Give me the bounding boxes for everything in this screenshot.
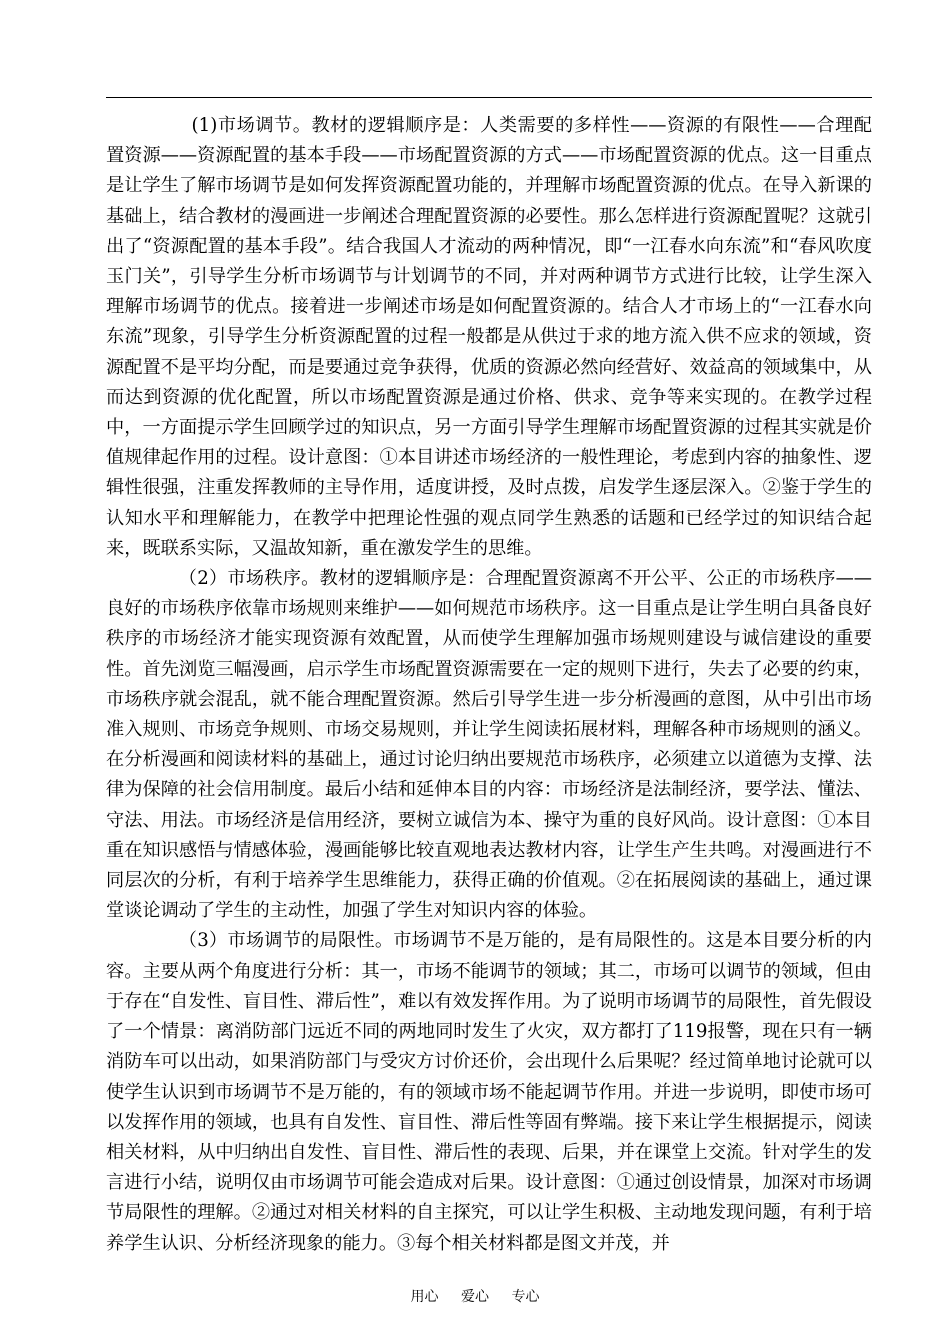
page-footer xyxy=(0,1286,950,1306)
paragraph-market-limitations: （3）市场调节的局限性。市场调节不是万能的，是有局限性的。这是本目要分析的内容。主要从两个角度进行分析：其一，市场不能调节的领域；其二，市场可以调节的领域，但由于存在“自发性、盲目性、滞后性”，难以有效发挥作用。为了说明市场调节的局限性，首先假设了一个情景：离消防部门远近不同的两地同时发生了火灾，双方都打了119报警，现在只有一辆消防车可以出动，如果消防部门与受灾方讨价还价，会出现什么后果呢？经过简单地讨论就可以使学生认识到市场调节不是万能的，有的领域市场不能起调节作用。并进一步说明，即使市场可以发挥作用的领域，也具有自发性、盲目性、滞后性等固有弊端。接下来让学生根据提示，阅读相关材料，从中归纳出自发性、盲目性、滞后性的表现、后果，并在课堂上交流。针对学生的发言进行小结，说明仅由市场调节可能会造成对后果。设计意图：①通过创设情景，加深对市场调节局限性的理解。②通过对相关材料的自主探究，可以让学生积极、主动地发现问题，有利于培养学生认识、分析经济现象的能力。③每个相关材料都是图文并茂，并 xyxy=(106,930,872,1254)
footer-word-2: 爱心 xyxy=(461,1289,489,1305)
document-body xyxy=(106,111,872,1259)
footer-word-1: 用心 xyxy=(410,1289,439,1305)
paragraph-market-order: （2）市场秩序。教材的逻辑顺序是：合理配置资源离不开公平、公正的市场秩序——良好的市场秩序依靠市场规则来维护——如何规范市场秩序。这一目重点是让学生明白具备良好秩序的市场经济才能实现资源有效配置，从而使学生理解加强市场规则建设与诚信建设的重要性。首先浏览三幅漫画，启示学生市场配置资源需要在一定的规则下进行，失去了必要的约束，市场秩序就会混乱，就不能合理配置资源。然后引导学生进一步分析漫画的意图，从中引出市场准入规则、市场竞争规则、市场交易规则，并让学生阅读拓展材料，理解各种市场规则的涵义。在分析漫画和阅读材料的基础上，通过讨论归纳出要规范市场秩序，必须建立以道德为支撑、法律为保障的社会信用制度。最后小结和延伸本目的内容：市场经济是法制经济，要学法、懂法、守法、用法。市场经济是信用经济，要树立诚信为本、操守为重的良好风尚。设计意图：①本目重在知识感悟与情感体验，漫画能够比较直观地表达教材内容，让学生产生共鸣。对漫画进行不同层次的分析，有利于培养学生思维能力，获得正确的价值观。②在拓展阅读的基础上，通过课堂谈论调动了学生的主动性，加强了学生对知识内容的体验。 xyxy=(106,568,872,922)
header-rule xyxy=(106,97,872,98)
footer-word-3: 专心 xyxy=(511,1289,540,1305)
paragraph-market-regulation: (1)市场调节。教材的逻辑顺序是：人类需要的多样性——资源的有限性——合理配置资源——资源配置的基本手段——市场配置资源的方式——市场配置资源的优点。这一目重点是让学生了解市场调节是如何发挥资源配置功能的，并理解市场配置资源的优点。在导入新课的基础上，结合教材的漫画进一步阐述合理配置资源的必要性。那么怎样进行资源配置呢？这就引出了“资源配置的基本手段”。结合我国人才流动的两种情况，即“一江春水向东流”和“春风吹度玉门关”，引导学生分析市场调节与计划调节的不同，并对两种调节方式进行比较，让学生深入理解市场调节的优点。接着进一步阐述市场是如何配置资源的。结合人才市场上的“一江春水向东流”现象，引导学生分析资源配置的过程一般都是从供过于求的地方流入供不应求的领域，资源配置不是平均分配，而是要通过竞争获得，优质的资源必然向经营好、效益高的领域集中，从而达到资源的优化配置，所以市场配置资源是通过价格、供求、竞争等来实现的。在教学过程中，一方面提示学生回顾学过的知识点，另一方面引导学生理解市场配置资源的过程其实就是价值规律起作用的过程。设计意图：①本目讲述市场经济的一般性理论，考虑到内容的抽象性、逻辑性很强，注重发挥教师的主导作用，适度讲授，及时点拨，启发学生逐层深入。②鉴于学生的认知水平和理解能力，在教学中把理论性强的观点同学生熟悉的话题和已经学过的知识结合起来，既联系实际，又温故知新，重在激发学生的思维。 xyxy=(106,115,872,559)
